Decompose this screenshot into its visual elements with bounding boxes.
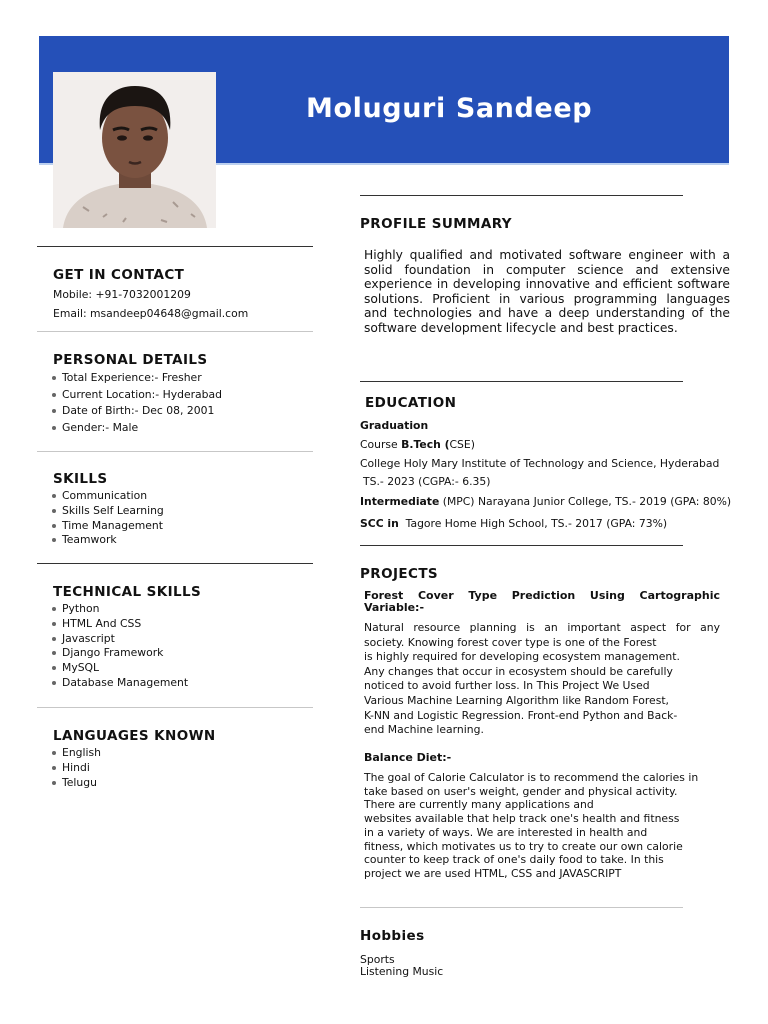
project-1-line: noticed to avoid further loss. In This Project We Used (364, 679, 650, 693)
divider (360, 381, 683, 382)
divider (37, 563, 313, 564)
education-college: College Holy Mary Institute of Technology and Science, Hyderabad (360, 457, 720, 470)
project-1-line: is highly required for developing ecosystem management. (364, 650, 680, 664)
project-1-line: end Machine learning. (364, 723, 484, 737)
skills-heading: SKILLS (53, 471, 108, 487)
list-item: Current Location:- Hyderabad (52, 387, 222, 404)
hobbies-heading: Hobbies (360, 928, 425, 944)
list-item: Hindi (52, 761, 101, 776)
profile-summary-text: Highly qualified and motivated software engineer with a solid foundation in computer science and extensive experience in developing innovative and efficient software solutions. Proficient in various programming languages and technologies and have a deep understanding of the software development lifecycle and best practices. (364, 248, 730, 335)
list-item: MySQL (52, 661, 188, 676)
education-ssc (360, 517, 667, 530)
project-2-line: in a variety of ways. We are interested in health and (364, 825, 648, 839)
project-2-line: websites available that help track one's health and fitness (364, 812, 680, 826)
candidate-name: Moluguri Sandeep (306, 93, 593, 124)
project-1-line: Various Machine Learning Algorithm like Random Forest, (364, 693, 669, 707)
project-2-line: take based on user's weight, gender and physical activity. (364, 784, 678, 798)
hobby-item: Sports (360, 953, 395, 966)
divider (37, 331, 313, 332)
ssc-details: Tagore Home High School, TS.- 2017 (GPA: 73%) (398, 517, 668, 530)
intermediate-details: (MPC) Narayana Junior College, TS.- 2019 (GPA: 80%) (439, 495, 732, 508)
course-label: Course (360, 438, 402, 451)
ssc-label: SCC in (360, 517, 399, 530)
list-item: Teamwork (52, 533, 164, 548)
project-1-description (364, 621, 720, 738)
hobby-item: Listening Music (360, 965, 444, 978)
list-item: Total Experience:- Fresher (52, 370, 222, 387)
technical-list (52, 602, 188, 691)
education-heading: EDUCATION (365, 395, 457, 411)
list-item: Django Framework (52, 646, 188, 661)
divider (37, 707, 313, 708)
project-1-line: Any changes that occur in ecosystem should be carefully (364, 664, 673, 678)
project-2-line: There are currently many applications and (364, 798, 594, 812)
list-item: HTML And CSS (52, 617, 188, 632)
skills-list (52, 489, 164, 548)
divider (37, 451, 313, 452)
contact-mobile: Mobile: +91-7032001209 (53, 288, 191, 301)
project-2-line: project we are used HTML, CSS and JAVASCRIPT (364, 866, 622, 880)
list-item: Gender:- Male (52, 420, 222, 437)
course-branch: CSE) (449, 438, 475, 451)
project-2-title: Balance Diet:- (364, 751, 452, 764)
project-2-line: fitness, which motivates us to try to create our own calorie (364, 839, 683, 853)
intermediate-label: Intermediate (360, 495, 440, 508)
personal-heading: PERSONAL DETAILS (53, 352, 208, 368)
project-1-line: Natural resource planning is an important aspect for any (364, 621, 720, 634)
contact-email: Email: msandeep04648@gmail.com (53, 307, 249, 320)
list-item: Python (52, 602, 188, 617)
list-item: Communication (52, 489, 164, 504)
project-2-description (364, 771, 698, 881)
education-graduation: Graduation (360, 419, 429, 432)
technical-heading: TECHNICAL SKILLS (53, 584, 202, 600)
list-item: Telugu (52, 776, 101, 791)
list-item: Date of Birth:- Dec 08, 2001 (52, 403, 222, 420)
education-intermediate (360, 495, 731, 508)
divider (360, 907, 683, 908)
list-item: English (52, 746, 101, 761)
course-degree: B.Tech ( (401, 438, 450, 451)
list-item: Skills Self Learning (52, 504, 164, 519)
project-1-title: Forest Cover Type Prediction Using Cartographic Variable:- (364, 589, 720, 614)
project-1-line: society. Knowing forest cover type is one of the Forest (364, 635, 657, 649)
projects-heading: PROJECTS (360, 566, 439, 582)
list-item: Time Management (52, 519, 164, 534)
personal-list (52, 370, 222, 436)
education-grad-year: TS.- 2023 (CGPA:- 6.35) (363, 475, 491, 488)
languages-list (52, 746, 101, 790)
project-2-line: The goal of Calorie Calculator is to recommend the calories in (364, 771, 699, 784)
divider (37, 246, 313, 247)
languages-heading: LANGUAGES KNOWN (53, 728, 216, 744)
list-item: Javascript (52, 632, 188, 647)
list-item: Database Management (52, 676, 188, 691)
profile-heading: PROFILE SUMMARY (360, 216, 512, 232)
divider (360, 195, 683, 196)
contact-heading: GET IN CONTACT (53, 267, 185, 283)
education-course (360, 438, 475, 451)
profile-photo (53, 72, 216, 228)
project-1-line: K-NN and Logistic Regression. Front-end Python and Back- (364, 708, 678, 722)
project-2-line: counter to keep track of one's daily food to take. In this (364, 853, 664, 867)
divider (360, 545, 683, 546)
